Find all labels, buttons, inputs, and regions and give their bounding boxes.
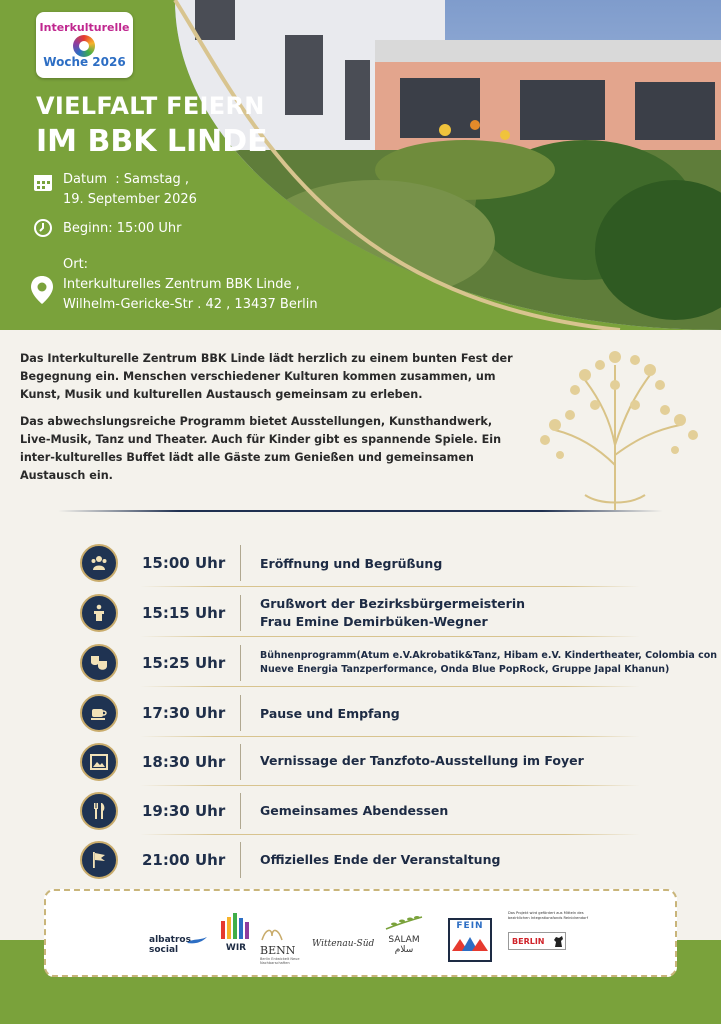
podium-icon bbox=[80, 594, 118, 632]
albatros-logo: albatros social bbox=[149, 935, 191, 955]
section-divider bbox=[58, 510, 663, 512]
logo-line2: Woche 2026 bbox=[43, 55, 126, 69]
clock-icon bbox=[33, 218, 53, 238]
fein-people-icon bbox=[450, 931, 490, 953]
schedule-time: 15:15 Uhr bbox=[142, 604, 226, 622]
fork-knife-icon bbox=[80, 792, 118, 830]
schedule-time: 21:00 Uhr bbox=[142, 851, 226, 869]
schedule-text bbox=[260, 649, 718, 677]
schedule-text: Vernissage der Tanzfoto-Ausstellung im Foyer bbox=[260, 753, 584, 768]
berlin-logo: BERLIN bbox=[508, 932, 566, 950]
logo-eye-icon bbox=[73, 35, 95, 57]
coffee-cup-icon bbox=[80, 694, 118, 732]
sponsor-logos-panel bbox=[44, 889, 677, 977]
location-pin-icon bbox=[30, 275, 54, 305]
schedule-text bbox=[260, 595, 525, 631]
date-line2: 19. September 2026 bbox=[63, 192, 197, 207]
header-banner bbox=[0, 0, 721, 330]
wittenau-sued-logo: Wittenau-Süd bbox=[312, 939, 375, 949]
schedule-row bbox=[80, 591, 640, 635]
schedule-text-line2: Nueve Energia Tanzperformance, Onda Blue PopRock, Gruppe Japal Khanun) bbox=[260, 664, 670, 675]
picture-frame-icon bbox=[80, 743, 118, 781]
wir-logo: WIR bbox=[218, 913, 254, 953]
people-icon bbox=[80, 544, 118, 582]
flag-icon bbox=[80, 841, 118, 879]
interkulturelle-woche-logo bbox=[36, 12, 133, 78]
schedule-time: 19:30 Uhr bbox=[142, 802, 226, 820]
location-line1: Interkulturelles Zentrum BBK Linde , bbox=[63, 277, 300, 292]
schedule-text: Offizielles Ende der Veranstaltung bbox=[260, 852, 501, 867]
schedule-time: 15:25 Uhr bbox=[142, 654, 226, 672]
schedule-text: Gemeinsames Abendessen bbox=[260, 803, 449, 818]
schedule-row bbox=[80, 740, 640, 784]
schedule-text: Pause und Empfang bbox=[260, 706, 400, 721]
schedule-row bbox=[80, 641, 718, 685]
title-line1: VIELFALT FEIERN bbox=[36, 92, 265, 120]
intro-paragraph-2: Das abwechslungsreiche Programm bietet Ausstellungen, Kunsthandwerk, Live-Musik, Tanz und Theater. Auch für Kinder gibt es spannende Spiele. Ein inter-kulturelles Buffet lädt alle Gäste zum Genießen und gemeinsamen Austausch ein. bbox=[20, 415, 502, 482]
albatros-bird-icon bbox=[186, 935, 208, 947]
theater-masks-icon bbox=[80, 644, 118, 682]
schedule-text-line1: Grußwort der Bezirksbürgermeisterin bbox=[260, 596, 525, 611]
olive-branch-icon bbox=[384, 915, 424, 931]
fein-logo: FEIN bbox=[448, 918, 492, 962]
schedule-row bbox=[80, 691, 640, 735]
benn-logo: BENN Berlin Entwickelt Neue Nachbarschaften bbox=[260, 927, 308, 965]
location-label: Ort: bbox=[63, 257, 89, 272]
schedule-text-line1: Bühnenprogramm(Atum e.V.Akrobatik&Tanz, Hibam e.V. Kindertheater, Colombia con bbox=[260, 650, 718, 661]
schedule-time: 18:30 Uhr bbox=[142, 753, 226, 771]
berlin-bear-icon bbox=[553, 935, 564, 948]
date-line1: Datum : Samstag , bbox=[63, 172, 189, 187]
schedule-text-line2: Frau Emine Demirbüken-Wegner bbox=[260, 614, 488, 629]
schedule-row bbox=[80, 838, 640, 882]
berlin-funding-note: Das Projekt wird gefördert aus Mitteln des bezirklichen Integrationsfonds Reinickendorf bbox=[508, 911, 588, 920]
calendar-icon bbox=[33, 172, 53, 192]
golden-tree-illustration bbox=[515, 345, 715, 515]
benn-ornament-icon bbox=[260, 928, 284, 942]
schedule-time: 15:00 Uhr bbox=[142, 554, 226, 572]
start-time: Beginn: 15:00 Uhr bbox=[63, 221, 182, 236]
intro-paragraph-1: Das Interkulturelle Zentrum BBK Linde lädt herzlich zu einem bunten Fest der Begegnung ein. Menschen verschiedener Kulturen kommen zusammen, um Kunst, Musik und kulturellen Austausch gemeinsam zu erleben. bbox=[20, 352, 513, 401]
schedule-row bbox=[80, 789, 640, 833]
salam-logo: SALAM سلام bbox=[378, 915, 430, 955]
schedule-text: Eröffnung und Begrüßung bbox=[260, 556, 443, 571]
schedule-time: 17:30 Uhr bbox=[142, 704, 226, 722]
title-line2: IM BBK LINDE bbox=[36, 124, 268, 159]
location-line2: Wilhelm-Gericke-Str . 42 , 13437 Berlin bbox=[63, 297, 318, 312]
logo-line1: Interkulturelle bbox=[39, 21, 130, 34]
schedule-row bbox=[80, 541, 640, 585]
